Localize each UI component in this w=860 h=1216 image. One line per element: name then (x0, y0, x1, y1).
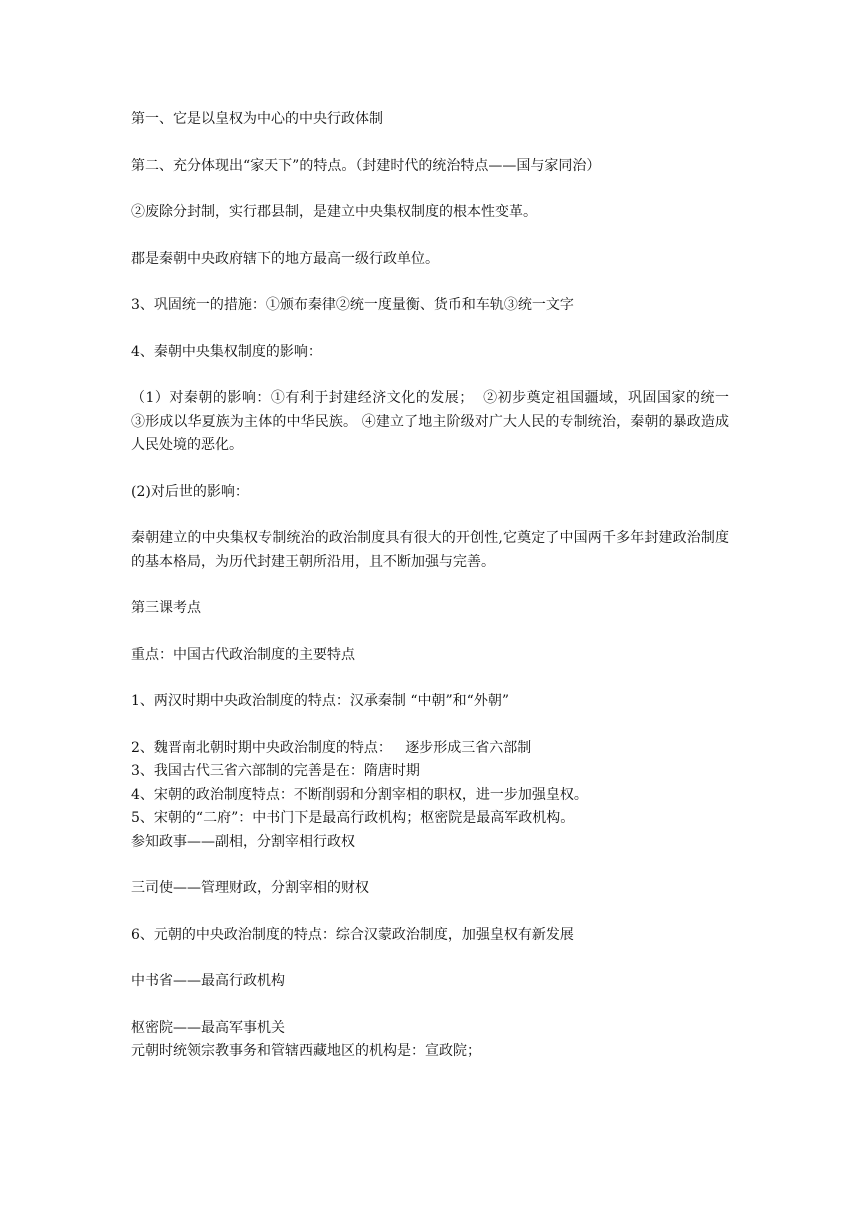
text-line: 第一、它是以皇权为中心的中央行政体制 (131, 111, 383, 127)
text-line: 4、宋朝的政治制度特点：不断削弱和分割宰相的职权，进一步加强皇权。 (131, 786, 588, 803)
text-paragraph: （1）对秦朝的影响：①有利于封建经济文化的发展； ②初步奠定祖国疆域，巩固国家的统一 ③形成以华夏族为主体的中华民族。 ④建立了地主阶级对广大人民的专制统治，秦朝的暴政造成人民处境的恶化。 (131, 390, 738, 453)
text-line: 元朝时统领宗教事务和管辖西藏地区的机构是：宣政院； (131, 1043, 481, 1059)
text-line: 参知政事——副相，分割宰相行政权 (131, 833, 355, 850)
text-line: 4、秦朝中央集权制度的影响： (131, 343, 322, 360)
text-line: 重点：中国古代政治制度的主要特点 (131, 646, 355, 663)
text-line: 3、巩固统一的措施：①颁布秦律②统一度量衡、货币和车轨③统一文字 (131, 297, 574, 313)
document-body (131, 108, 738, 1064)
section-heading: 第三课考点 (131, 600, 201, 616)
text-line: 三司使——管理财政，分割宰相的财权 (131, 880, 369, 896)
text-line: 中书省——最高行政机构 (131, 973, 285, 989)
text-line: ②废除分封制，实行郡县制，是建立中央集权制度的根本性变革。 (131, 204, 537, 220)
text-line: 3、我国古代三省六部制的完善是在：隋唐时期 (131, 763, 420, 779)
text-line: 1、两汉时期中央政治制度的特点：汉承秦制 “中朝”和“外朝” (131, 693, 509, 709)
text-paragraph: 秦朝建立的中央集权专制统治的政治制度具有很大的开创性,它奠定了中国两千多年封建政治制度的基本格局，为历代封建王朝所沿用，且不断加强与完善。 (131, 530, 729, 570)
text-line: 5、宋朝的“二府”：中书门下是最高行政机构；枢密院是最高军政机构。 (131, 810, 575, 826)
text-line: (2)对后世的影响： (131, 483, 249, 500)
text-line: 第二、充分体现出“家天下”的特点。（封建时代的统治特点——国与家同治） (131, 157, 601, 174)
text-line: 6、元朝的中央政治制度的特点：综合汉蒙政治制度，加强皇权有新发展 (131, 926, 574, 943)
text-line: 郡是秦朝中央政府辖下的地方最高一级行政单位。 (131, 250, 439, 267)
text-line: 枢密院——最高军事机关 (131, 1019, 285, 1036)
text-line: 2、魏晋南北朝时期中央政治制度的特点： 逐步形成三省六部制 (131, 739, 532, 756)
